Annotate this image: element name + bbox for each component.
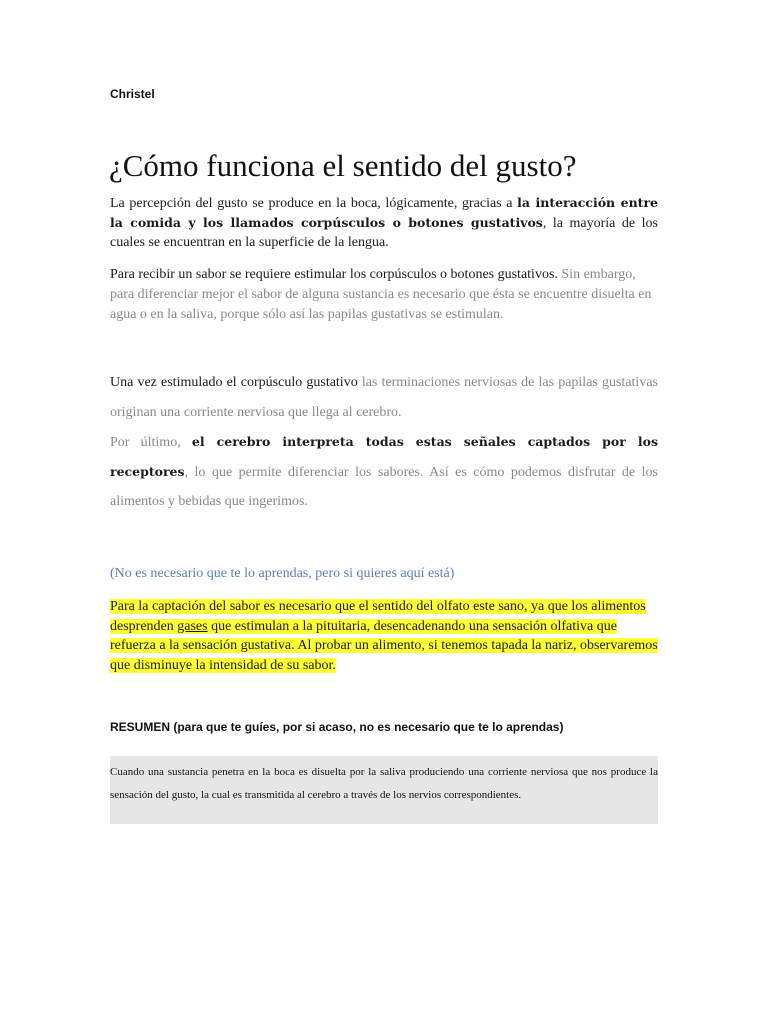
gases-underlined: gases xyxy=(177,618,208,634)
highlighted-paragraph xyxy=(110,597,658,675)
p3-text-grey: las terminaciones nerviosas de las papilas gustativas originan una corriente nerviosa que llega al cerebro. xyxy=(110,375,658,420)
p2-text-a: Para recibir un sabor se requiere estimular los corpúsculos o botones gustativos. xyxy=(110,267,558,282)
paragraph-nerve xyxy=(110,368,658,428)
p1-text-c: , la mayoría de los cuales se encuentran en la superficie de la lengua. xyxy=(110,216,658,250)
hl-text-b: que estimulan a la pituitaria, desencadenando una sensación olfativa que refuerza a la sensación gustativa. Al probar un alimento, si tenemos tapada la nariz, observaremos que disminuye la intensidad de su sabor. xyxy=(110,618,658,673)
author-name: Christel xyxy=(110,87,155,101)
p4-bold: el cerebro interpreta todas estas señales captados por los receptores xyxy=(110,434,658,479)
p1-text-a: La percepción del gusto se produce en la boca, lógicamente, gracias a xyxy=(110,196,518,211)
p4-text-c: , lo que permite diferenciar los sabores. Así es cómo podemos disfrutar de los alimentos y bebidas que ingerimos. xyxy=(110,465,658,509)
hl-text-a: Para la captación del sabor es necesario que el sentido del olfato este sano, ya que los alimentos desprenden xyxy=(110,599,646,634)
p3-text-a: Una vez estimulado el corpúsculo gustativo xyxy=(110,375,358,390)
paragraph-brain xyxy=(110,427,658,516)
summary-heading: RESUMEN (para que te guíes, por si acaso, no es necesario que te lo aprendas) xyxy=(110,720,564,734)
summary-text: Cuando una sustancia penetra en la boca es disuelta por la saliva produciendo una corriente nerviosa que nos produce la sensación del gusto, la cual es transmitida al cerebro a través de los nervios correspondientes. xyxy=(110,766,658,801)
p1-bold: la interacción entre la comida y los llamados corpúsculos o botones gustativos xyxy=(110,195,658,230)
document-title: ¿Cómo funciona el sentido del gusto? xyxy=(109,148,577,183)
paragraph-perception xyxy=(110,193,658,252)
p4-text-a: Por último, xyxy=(110,435,192,450)
paragraph-stimulus xyxy=(110,265,658,325)
summary-box xyxy=(110,756,658,824)
optional-note: (No es necesario que te lo aprendas, pero si quieres aquí está) xyxy=(110,566,455,581)
p2-text-grey: Sin embargo, para diferenciar mejor el sabor de alguna sustancia es necesario que ésta se encuentre disuelta en agua o en la saliva, porque sólo así las papilas gustativas se estimulan. xyxy=(110,267,652,322)
